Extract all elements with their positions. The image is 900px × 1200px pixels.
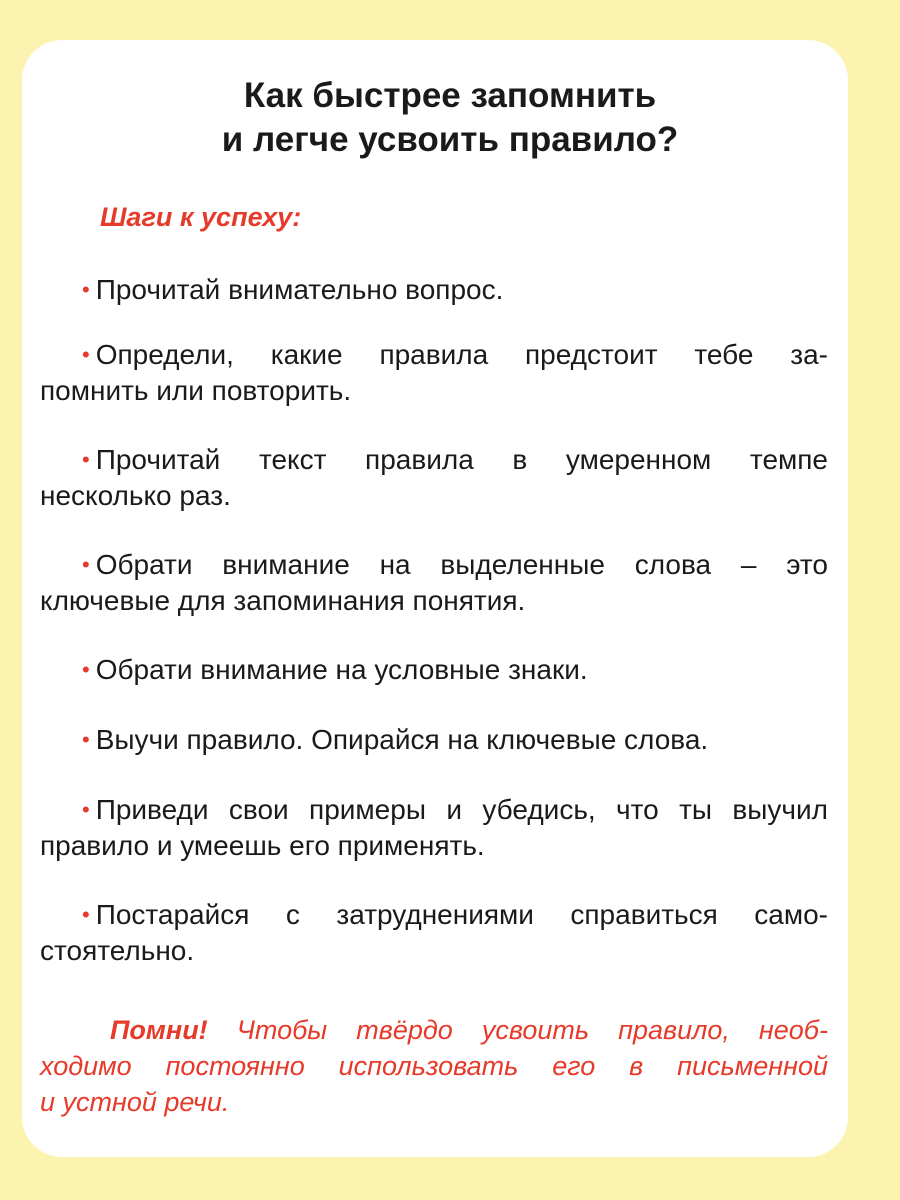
page-title (0, 74, 900, 162)
subtitle: Шаги к успеху: (100, 202, 302, 232)
step-line: • Постарайся с затруднениями справиться само- (82, 899, 828, 930)
step-item (40, 722, 828, 758)
step-line: • Обрати внимание на выделенные слова – это (82, 549, 828, 580)
remember-note (40, 1012, 828, 1120)
title-line: Как быстрее запомнить (243, 76, 657, 115)
step-line: помнить или повторить. (40, 375, 352, 406)
bullet-icon: • (82, 552, 90, 577)
step-line: стоятельно. (40, 935, 195, 966)
step-item (40, 652, 828, 688)
bullet-icon: • (82, 277, 90, 302)
step-line: • Выучи правило. Опирайся на ключевые слова. (82, 724, 709, 755)
step-item (40, 547, 828, 619)
step-item (40, 792, 828, 864)
step-line: • Приведи свои примеры и убедись, что ты выучил (82, 794, 828, 825)
step-item (40, 272, 828, 308)
step-line: • Определи, какие правила предстоит тебе за- (82, 339, 828, 370)
note-line: ходимо постоянно использовать его в письменной (40, 1051, 828, 1081)
step-line: • Прочитай внимательно вопрос. (82, 274, 504, 305)
step-line: несколько раз. (40, 480, 231, 511)
step-item (40, 337, 828, 409)
bullet-icon: • (82, 797, 90, 822)
note-line: Помни! Чтобы твёрдо усвоить правило, необ- (110, 1015, 828, 1045)
bullet-icon: • (82, 342, 90, 367)
note-label: Помни! (110, 1015, 237, 1045)
step-line: ключевые для запоминания понятия. (40, 585, 526, 616)
bullet-icon: • (82, 727, 90, 752)
bullet-icon: • (82, 902, 90, 927)
step-line: • Прочитай текст правила в умеренном темпе (82, 444, 828, 475)
step-item (40, 442, 828, 514)
step-line: • Обрати внимание на условные знаки. (82, 654, 588, 685)
title-line: и легче усвоить правило? (221, 120, 679, 159)
bullet-icon: • (82, 657, 90, 682)
note-line: и устной речи. (40, 1087, 230, 1117)
step-item (40, 897, 828, 969)
bullet-icon: • (82, 447, 90, 472)
step-line: правило и умеешь его применять. (40, 830, 485, 861)
